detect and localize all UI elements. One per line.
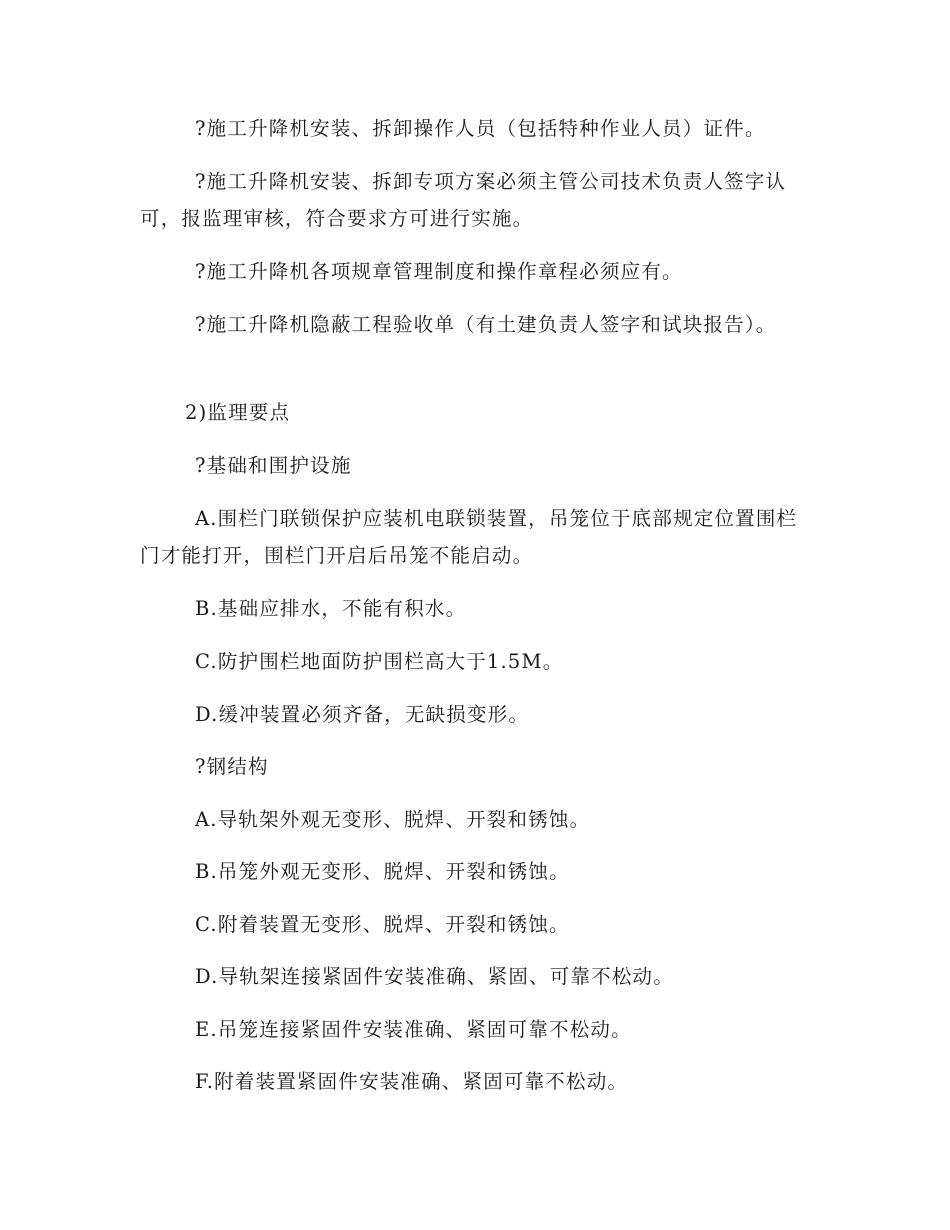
paragraph-hidden-works: ?施工升降机隐蔽工程验收单（有土建负责人签字和试块报告）。 xyxy=(195,313,777,336)
item-steel-f: F.附着装置紧固件安装准确、紧固可靠不松动。 xyxy=(195,1070,629,1093)
section-heading-supervision-points: 2)监理要点 xyxy=(185,401,291,424)
item-foundation-a: A.围栏门联锁保护应装机电联锁装置，吊笼位于底部规定位置围栏门才能打开，围栏门开启后吊笼不能启动。 xyxy=(140,507,798,567)
item-steel-b: B.吊笼外观无变形、脱焊、开裂和锈蚀。 xyxy=(195,860,570,883)
item-foundation-c: C.防护围栏地面防护围栏高大于1.5M。 xyxy=(195,650,564,673)
subheading-steel-structure: ?钢结构 xyxy=(195,755,269,778)
item-foundation-b: B.基础应排水，不能有积水。 xyxy=(195,597,467,620)
item-foundation-d: D.缓冲装置必须齐备，无缺损变形。 xyxy=(195,703,530,726)
paragraph-certificates: ?施工升降机安装、拆卸操作人员（包括特种作业人员）证件。 xyxy=(195,117,766,140)
subheading-foundation: ?基础和围护设施 xyxy=(195,454,352,477)
item-steel-c: C.附着装置无变形、脱焊、开裂和锈蚀。 xyxy=(195,913,570,936)
item-steel-e: E.吊笼连接紧固件安装准确、紧固可靠不松动。 xyxy=(195,1018,632,1041)
item-steel-a: A.导轨架外观无变形、脱焊、开裂和锈蚀。 xyxy=(195,808,591,831)
item-steel-d: D.导轨架连接紧固件安装准确、紧固、可靠不松动。 xyxy=(195,965,674,988)
paragraph-special-plan: ?施工升降机安装、拆卸专项方案必须主管公司技术负责人签字认可，报监理审核，符合要求方可进行实施。 xyxy=(140,170,787,230)
paragraph-regulations: ?施工升降机各项规章管理制度和操作章程必须应有。 xyxy=(195,260,683,283)
